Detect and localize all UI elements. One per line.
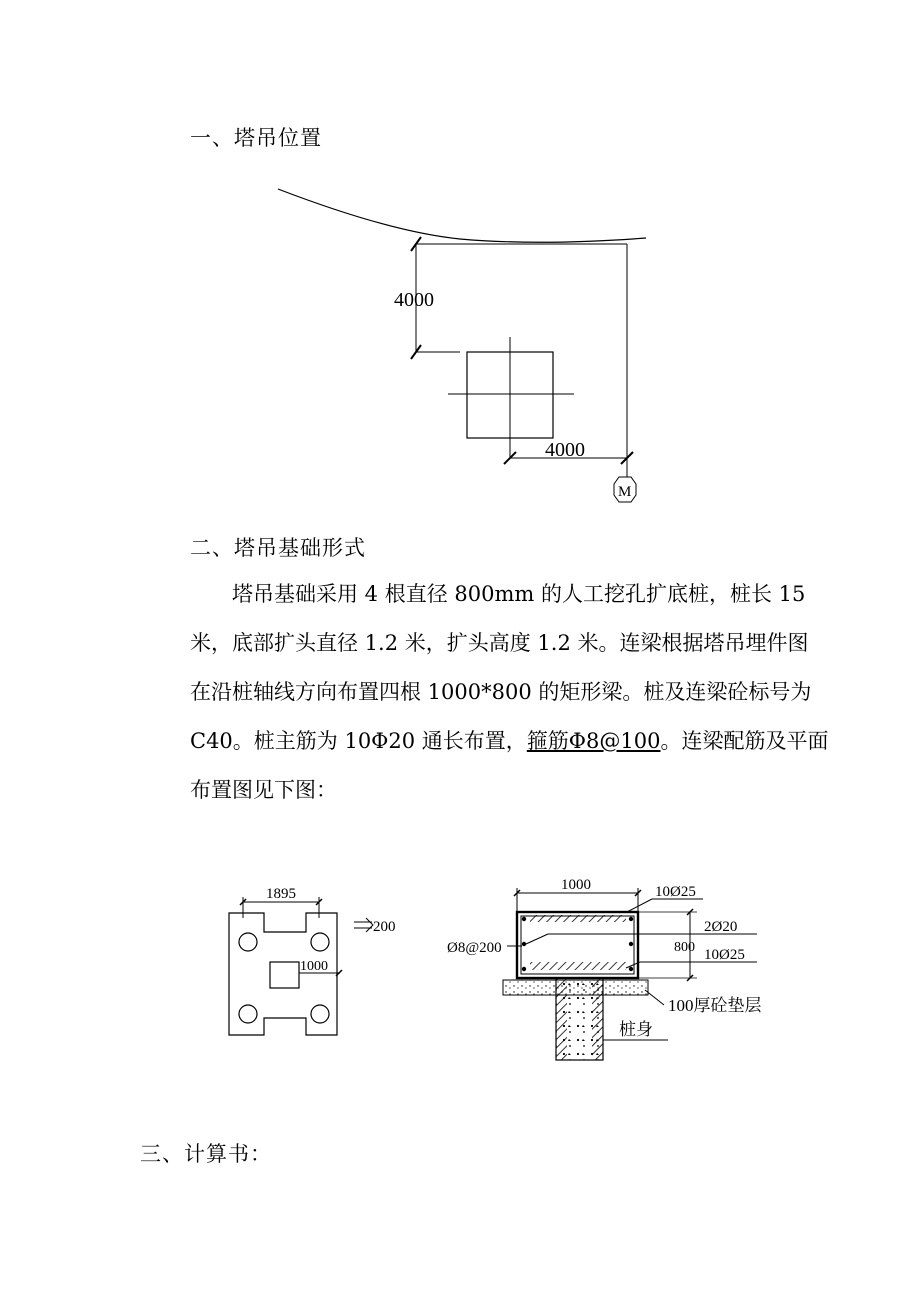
paragraph-line: 布置图见下图： [190,778,337,802]
pile-circle [311,933,329,951]
crane-position-diagram [278,189,646,502]
text-run: 。连梁配筋及平面 [660,729,829,753]
dimension-label-horizontal: 4000 [545,439,585,461]
stirrup-spec-underlined: 箍筋Φ8@100 [526,729,661,753]
paragraph-line: 米，底部扩头直径 1.2 米，扩头高度 1.2 米。连梁根据塔吊埋件图 [190,631,809,655]
section-3-heading: 三、计算书： [140,1142,272,1166]
stirrup-label: Ø8@200 [447,940,502,956]
section-1-heading: 一、塔吊位置 [190,126,322,150]
foundation-plan-diagram [229,886,396,1035]
plan-width-label: 1895 [266,886,296,902]
section-2-paragraph [190,570,852,815]
boundary-curve [278,189,646,242]
text-run: C40。桩主筋为 10Φ20 通长布置， [190,729,527,753]
section-2-heading: 二、塔吊基础形式 [190,536,366,560]
top-bars-label: 10Ø25 [655,884,696,900]
bottom-reinforcement-band [530,962,626,970]
pile-label: 桩身 [619,1020,653,1039]
cushion-label: 100厚砼垫层 [668,996,762,1015]
paragraph-line: 在沿桩轴线方向布置四根 1000*800 的矩形梁。桩及连梁砼标号为 [190,680,812,704]
plan-outline [229,913,337,1035]
beam-section-diagram [447,877,762,1060]
paragraph-line: 塔吊基础采用 4 根直径 800mm 的人工挖孔扩底桩，桩长 15 [232,582,806,606]
beam-height-label: 800 [674,940,695,955]
dimension-label-vertical: 4000 [394,289,434,311]
pile-circle [239,933,257,951]
plan-side-label: 200 [373,919,396,935]
pile-circle [239,1005,257,1023]
axis-marker-label: M [618,484,632,500]
plan-center-void [270,962,299,988]
bottom-bars-label: 10Ø25 [704,947,745,963]
pile-circle [311,1005,329,1023]
beam-width-label: 1000 [561,877,591,893]
paragraph-line [190,717,852,766]
plan-inner-label: 1000 [300,959,328,974]
side-bars-label: 2Ø20 [704,919,738,935]
